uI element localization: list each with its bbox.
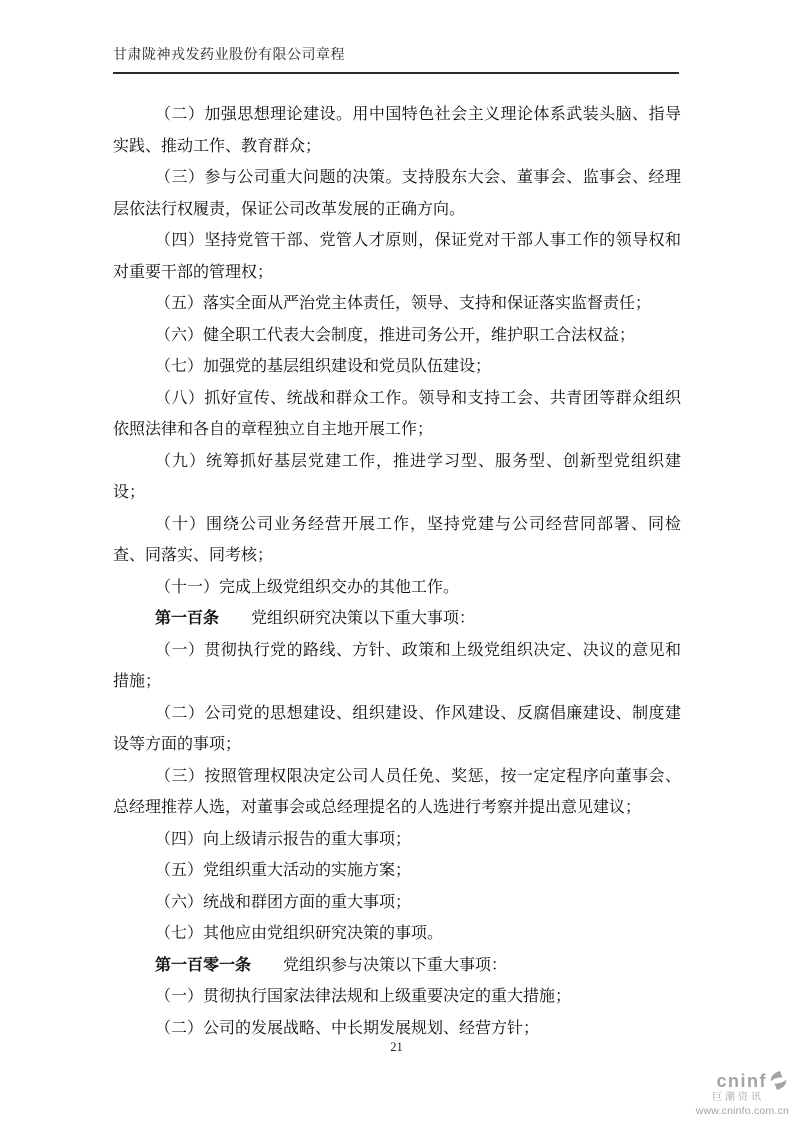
paragraph — [113, 446, 681, 509]
cninfo-brand-text: cninf — [716, 1070, 767, 1091]
paragraph-text: （一）贯彻执行党的路线、方针、政策和上级党组织决定、决议的意见和措施； — [113, 641, 681, 690]
article-number: 第一百条 — [155, 610, 220, 627]
paragraph — [113, 288, 681, 320]
paragraph-text: （四）坚持党管干部、党管人才原则，保证党对干部人事工作的领导权和对重要干部的管理权； — [113, 232, 681, 281]
paragraph-text: （九）统筹抓好基层党建工作，推进学习型、服务型、创新型党组织建设； — [113, 452, 681, 501]
paragraph-text: （七）加强党的基层组织建设和党员队伍建设； — [155, 358, 492, 375]
document-header-title: 甘肃陇神戎发药业股份有限公司章程 — [113, 46, 679, 74]
cninfo-swirl-icon — [768, 1070, 789, 1091]
paragraph-text: （四）向上级请示报告的重大事项； — [155, 830, 412, 848]
paragraph-text: （五）党组织重大活动的实施方案； — [155, 862, 412, 879]
paragraph — [113, 383, 681, 446]
paragraph-text: （七）其他应由党组织研究决策的事项。 — [155, 925, 444, 942]
cninfo-brand-row — [659, 1070, 789, 1091]
paragraph — [113, 761, 681, 824]
paragraph-article-101 — [113, 950, 681, 982]
paragraph-text: （三）按照管理权限决定公司人员任免、奖惩，按一定定程序向董事会、总经理推荐人选，对董事会或总经理提名的人选进行考察并提出意见建议； — [113, 767, 681, 816]
paragraph-text: （二）加强思想理论建设。用中国特色社会主义理论体系武装头脑、指导实践、推动工作、教育群众； — [113, 106, 681, 155]
paragraph-text: （五）落实全面从严治党主体责任，领导、支持和保证落实监督责任； — [155, 295, 652, 312]
cninfo-watermark — [659, 1070, 789, 1118]
paragraph — [113, 824, 681, 856]
page-number: 21 — [390, 1040, 403, 1054]
paragraph — [113, 162, 681, 225]
paragraph — [113, 981, 681, 1013]
paragraph-text: （八）抓好宣传、统战和群众工作。领导和支持工会、共青团等群众组织依照法律和各自的章程独立自主地开展工作； — [113, 389, 681, 438]
cninfo-url: www.cninfo.com.cn — [695, 1105, 789, 1117]
paragraph-article-100 — [113, 603, 681, 635]
paragraph-text: （二）公司的发展战略、中长期发展规划、经营方针； — [155, 1019, 540, 1037]
paragraph-text: （三）参与公司重大问题的决策。支持股东大会、董事会、监事会、经理层依法行权履责，保证公司改革发展的正确方向。 — [113, 169, 681, 218]
paragraph-text: 党组织参与决策以下重大事项： — [283, 956, 508, 974]
paragraph — [113, 698, 681, 761]
paragraph-text: （一）贯彻执行国家法律法规和上级重要决定的重大措施； — [155, 988, 572, 1005]
paragraph — [113, 635, 681, 698]
cninfo-brand-chinese: 巨潮资讯 — [712, 1092, 764, 1103]
paragraph — [113, 887, 681, 919]
paragraph-text: （二）公司党的思想建设、组织建设、作风建设、反腐倡廉建设、制度建设等方面的事项； — [113, 704, 681, 753]
paragraph-text: 党组织研究决策以下重大事项： — [251, 610, 476, 627]
paragraph — [113, 509, 681, 572]
paragraph — [113, 855, 681, 887]
paragraph — [113, 918, 681, 950]
paragraph — [113, 99, 681, 162]
paragraph — [113, 320, 681, 352]
paragraph — [113, 351, 681, 383]
article-number: 第一百零一条 — [155, 956, 252, 974]
paragraph — [113, 572, 681, 604]
paragraph-text: （十一）完成上级党组织交办的其他工作。 — [155, 578, 460, 596]
document-body — [113, 99, 681, 1044]
paragraph — [113, 225, 681, 288]
paragraph-text: （十）围绕公司业务经营开展工作，坚持党建与公司经营同部署、同检查、同落实、同考核； — [113, 515, 681, 564]
paragraph-text: （六）健全职工代表大会制度，推进司务公开，维护职工合法权益； — [155, 326, 636, 344]
paragraph-text: （六）统战和群团方面的重大事项； — [155, 893, 412, 911]
